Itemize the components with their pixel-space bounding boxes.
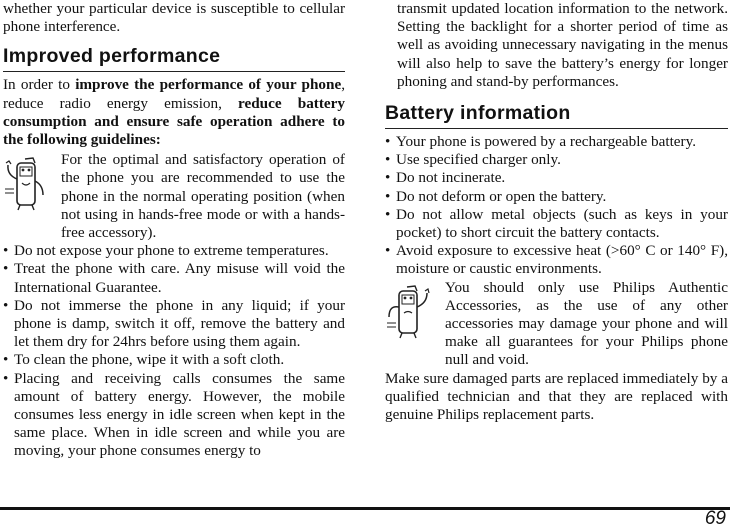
list-item: • Placing and receiving calls consumes the same amount of battery energy. However, the mobile consumes less energy in idle screen when kept in the same place. When in idle screen and while you are moving, your phone consumes energy to xyxy=(3,370,345,461)
list-item: • Use specified charger only. xyxy=(385,151,728,169)
continuation-paragraph: transmit updated location information to the network. Setting the backlight for a shorter period of time as well as avoiding unnecessary navigating in the menus will also help to save the battery’s energy for longer phoning and stand-by performances. xyxy=(397,0,728,90)
list-item: • Your phone is powered by a rechargeable battery. xyxy=(385,133,728,151)
right-column xyxy=(385,0,728,424)
list-item: • Avoid exposure to excessive heat (>60° C or 140° F), moisture or caustic environments. xyxy=(385,242,728,278)
tip-block-left xyxy=(3,151,345,242)
list-item: • Do not allow metal objects (such as keys in your pocket) to short circuit the battery contacts. xyxy=(385,206,728,242)
list-item: • Do not immerse the phone in any liquid; if your phone is damp, switch it off, remove the battery and let them dry for 24hrs before using them again. xyxy=(3,297,345,352)
list-item: • Treat the phone with care. Any misuse will void the International Guarantee. xyxy=(3,260,345,296)
list-item: • Do not expose your phone to extreme temperatures. xyxy=(3,242,345,260)
tip-block-right xyxy=(385,279,728,370)
intro-paragraph: In order to improve the performance of your phone, reduce radio energy emission, reduce battery consumption and ensure safe operation adhere to the following guidelines: xyxy=(3,76,345,149)
list-item: • Do not deform or open the battery. xyxy=(385,188,728,206)
heading-battery-information: Battery information xyxy=(385,101,728,129)
footer-rule xyxy=(0,507,730,510)
left-top-paragraph: whether your particular device is susceptible to cellular phone interference. xyxy=(3,0,345,36)
closing-paragraph: Make sure damaged parts are replaced immediately by a qualified technician and that they are replaced with genuine Philips replacement parts. xyxy=(385,369,728,424)
left-bullet-list xyxy=(3,242,345,460)
heading-improved-performance: Improved performance xyxy=(3,44,345,72)
list-item: • Do not incinerate. xyxy=(385,169,728,187)
page-number: 69 xyxy=(704,508,726,529)
right-bullet-list xyxy=(385,133,728,279)
phone-mascot-icon xyxy=(3,151,61,216)
tip-text-right: You should only use Philips Authentic Accessories, as the use of any other accessories may damage your phone and will make all guarantees for your Philips phone null and void. xyxy=(445,278,728,369)
tip-text-left: For the optimal and satisfactory operation of the phone you are recommended to use the phone in the normal operating position (when not using in hands-free mode or with a hands-free accessory). xyxy=(61,151,345,242)
left-column xyxy=(3,0,345,461)
phone-mascot-icon xyxy=(385,279,445,344)
list-item: • To clean the phone, wipe it with a soft cloth. xyxy=(3,351,345,369)
